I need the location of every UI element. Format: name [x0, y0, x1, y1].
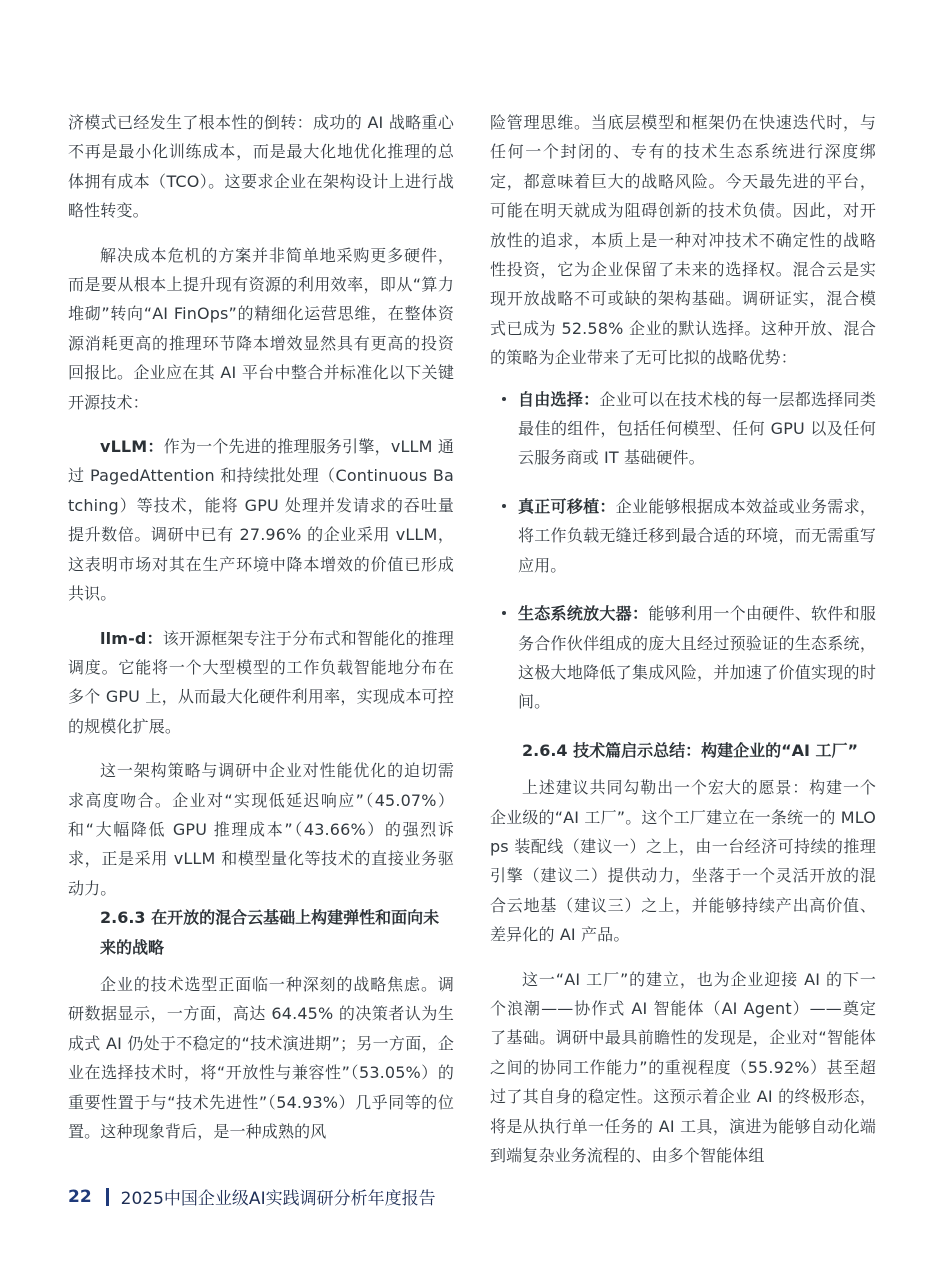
bullet-text: 企业可以在技术栈的每一层都选择同类最佳的组件，包括任何模型、任何 GPU 以及任何云服务商或 IT 基础硬件。 [518, 389, 876, 468]
paragraph: 企业的技术选型正面临一种深刻的战略焦虑。调研数据显示，一方面，高达 64.45% 的决策者认为生成式 AI 仍处于不稳定的“技术演进期”；另一方面，企业在选择技术时，将“开放性与兼容性”（53.05%）的重要性置于与“技术先进性”（54.93%）几乎同等的位置。这种现象背后，是一种成熟的风 [68, 974, 454, 1141]
page-footer [68, 1184, 436, 1209]
footer-divider [106, 1188, 109, 1206]
right-column [490, 108, 876, 1170]
llmd-text: 该开源框架专注于分布式和智能化的推理调度。它能将一个大型模型的工作负载智能地分布在多个 GPU 上，从而最大化硬件利用率，实现成本可控的规模化扩展。 [68, 628, 455, 736]
section-heading-2-6-4: 2.6.4 技术篇启示总结：构建企业的“AI 工厂” [522, 740, 859, 760]
bullet-label: 生态系统放大器： [518, 604, 649, 624]
paragraph: 这一架构策略与调研中企业对性能优化的迫切需求高度吻合。企业对“实现低延迟响应”（45.07%）和“大幅降低 GPU 推理成本”（43.66%）的强烈诉求，正是采用 vLLM 和模型量化等技术的直接业务驱动力。 [68, 761, 454, 898]
bullet-label: 真正可移植： [518, 496, 616, 516]
list-item [490, 385, 876, 473]
paragraph: 上述建议共同勾勒出一个宏大的愿景：构建一个企业级的“AI 工厂”。这个工厂建立在一条统一的 MLOps 装配线（建议一）之上，由一台经济可持续的推理引擎（建议二）提供动力，坐落于一个灵活开放的混合云地基（建议三）之上，并能够持续产出高价值、差异化的 AI 产品。 [490, 778, 876, 945]
paragraph: 这一“AI 工厂”的建立，也为企业迎接 AI 的下一个浪潮——协作式 AI 智能体（AI Agent）——奠定了基础。调研中最具前瞻性的发现是，企业对“智能体之间的协同工作能力”的重视程度（55.92%）甚至超过了其自身的稳定性。这预示着企业 AI 的终极形态，将是从执行单一任务的 AI 工具，演进为能够自动化端到端复杂业务流程的、由多个智能体组 [490, 969, 876, 1165]
bullet-icon [502, 611, 506, 615]
vllm-label: vLLM： [100, 437, 164, 457]
bullet-icon [502, 397, 506, 401]
llmd-paragraph [68, 624, 454, 742]
bullet-icon [502, 504, 506, 508]
bullet-text: 能够利用一个由硬件、软件和服务合作伙伴组成的庞大且经过预验证的生态系统，这极大地降低了集成风险，并加速了价值实现的时间。 [518, 604, 876, 712]
section-heading-2-6-3: 2.6.3 在开放的混合云基础上构建弹性和面向未来的战略 [100, 908, 440, 957]
left-column [68, 108, 454, 1146]
advantage-list [490, 385, 876, 717]
list-item [490, 599, 876, 717]
paragraph: 险管理思维。当底层模型和框架仍在快速迭代时，与任何一个封闭的、专有的技术生态系统进行深度绑定，都意味着巨大的战略风险。今天最先进的平台，可能在明天就成为阻碍创新的技术负债。因此，对开放性的追求，本质上是一种对冲技术不确定性的战略性投资，它为企业保留了未来的选择权。混合云是实现开放战略不可或缺的架构基础。调研证实，混合模式已成为 52.58% 企业的默认选择。这种开放、混合的策略为企业带来了无可比拟的战略优势： [490, 113, 876, 368]
vllm-paragraph [68, 432, 454, 608]
vllm-text: 作为一个先进的推理服务引擎，vLLM 通过 PagedAttention 和持续批处理（Continuous Batching）等技术，能将 GPU 处理并发请求的吞吐量提升数倍。调研中已有 27.96% 的企业采用 vLLM，这表明市场对其在生产环境中降本增效的价值已形成共识。 [68, 437, 454, 604]
bullet-label: 自由选择： [518, 389, 600, 409]
llmd-label: llm-d： [100, 628, 163, 648]
bullet-text: 企业能够根据成本效益或业务需求，将工作负载无缝迁移到最合适的环境，而无需重写应用。 [518, 496, 876, 575]
list-item [490, 492, 876, 580]
paragraph: 济模式已经发生了根本性的倒转：成功的 AI 战略重心不再是最小化训练成本，而是最大化地优化推理的总体拥有成本（TCO）。这要求企业在架构设计上进行战略性转变。 [68, 113, 454, 221]
paragraph: 解决成本危机的方案并非简单地采购更多硬件，而是要从根本上提升现有资源的利用效率，即从“算力堆砌”转向“AI FinOps”的精细化运营思维，在整体资源消耗更高的推理环节降本增效显然具有更高的投资回报比。企业应在其 AI 平台中整合并标准化以下关键开源技术： [68, 245, 454, 412]
report-title: 2025中国企业级AI实践调研分析年度报告 [120, 1189, 436, 1209]
page-number: 22 [68, 1186, 92, 1207]
